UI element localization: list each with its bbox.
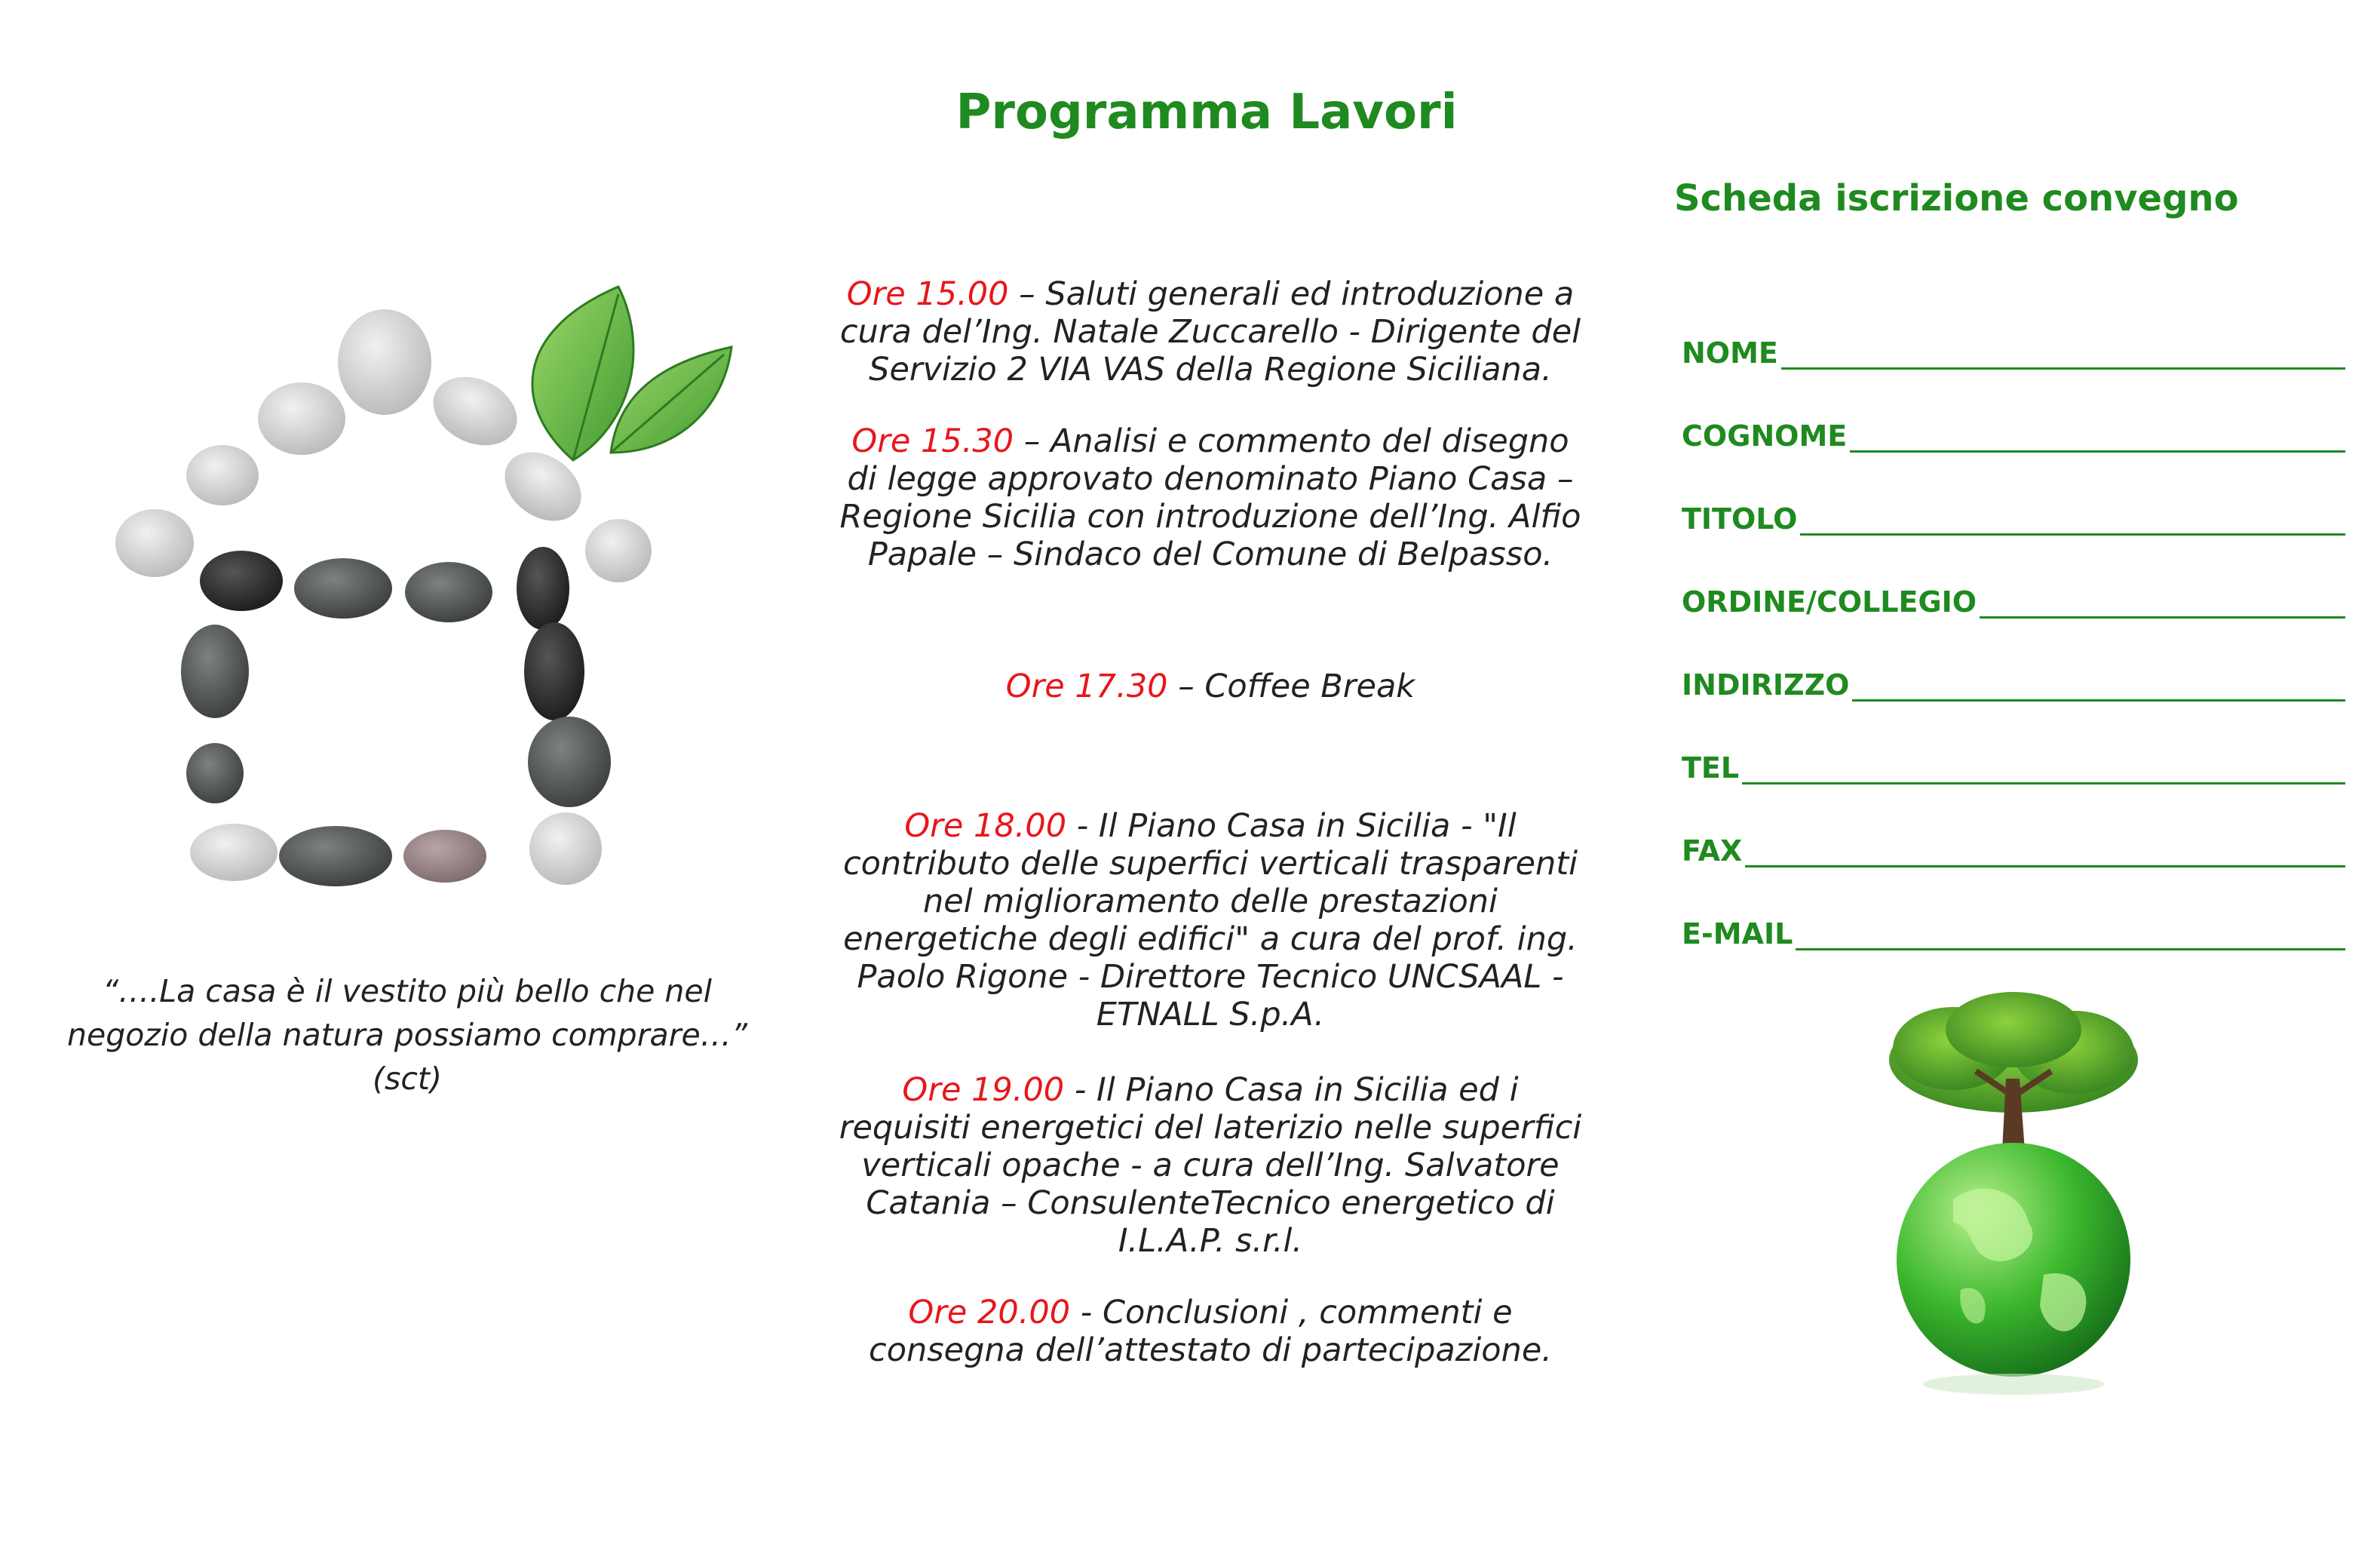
- order-field[interactable]: [1682, 581, 2345, 619]
- stone-house-with-leaves-icon: [90, 226, 769, 905]
- field-label: TITOLO: [1682, 502, 1798, 536]
- entry-text: – Analisi e commento del disegno di legge approvato denominato Piano Casa – Regione Sicilia con introduzione dell’Ing. Alfio Papale – Sindaco del Comune di Belpasso.: [839, 422, 1581, 573]
- entry-time: Ore 15.00: [846, 275, 1009, 313]
- email-field[interactable]: [1682, 913, 2345, 950]
- field-line[interactable]: [1796, 920, 2345, 950]
- entry-text: - Il Piano Casa in Sicilia - "Il contributo delle superfici verticali trasparenti nel miglioramento delle prestazioni energetiche degli edifici" a cura del prof. ing. Paolo Rigone - Direttore Tecnico UNCSAAL - ETNALL S.p.A.: [842, 807, 1578, 1033]
- entry-time: Ore 18.00: [904, 807, 1067, 845]
- field-line[interactable]: [1745, 837, 2345, 867]
- field-label: ORDINE/COLLEGIO: [1682, 585, 1977, 619]
- page-title: Programma Lavori: [955, 84, 1458, 140]
- entry-text: – Coffee Break: [1167, 668, 1415, 705]
- field-line[interactable]: [1980, 588, 2345, 619]
- field-line[interactable]: [1742, 754, 2345, 785]
- field-line[interactable]: [1852, 671, 2345, 702]
- program-entry: [837, 422, 1584, 573]
- registration-title: Scheda iscrizione convegno: [1674, 177, 2239, 220]
- program-entry: [837, 1071, 1584, 1260]
- entry-time: Ore 15.30: [851, 422, 1014, 460]
- entry-time: Ore 19.00: [902, 1071, 1065, 1109]
- field-line[interactable]: [1850, 422, 2345, 453]
- field-label: TEL: [1682, 751, 1740, 785]
- quote: [45, 969, 769, 1101]
- program-entry: [837, 668, 1584, 705]
- entry-text: - Conclusioni , commenti e consegna dell’attestato di partecipazione.: [869, 1294, 1552, 1369]
- field-line[interactable]: [1781, 339, 2345, 370]
- phone-field[interactable]: [1682, 747, 2345, 785]
- field-label: COGNOME: [1682, 419, 1848, 453]
- fax-field[interactable]: [1682, 830, 2345, 867]
- entry-time: Ore 17.30: [1005, 668, 1168, 705]
- entry-text: – Saluti generali ed introduzione a cura del’Ing. Natale Zuccarello - Dirigente del Servizio 2 VIA VAS della Regione Siciliana.: [839, 275, 1581, 388]
- field-label: INDIRIZZO: [1682, 668, 1850, 702]
- field-label: FAX: [1682, 834, 1743, 867]
- quote-text: “….La casa è il vestito più bello che nel negozio della natura possiamo comprare…”: [66, 973, 748, 1053]
- field-label: NOME: [1682, 336, 1778, 370]
- address-field[interactable]: [1682, 664, 2345, 702]
- tree-on-green-globe-icon: [1870, 988, 2157, 1411]
- program-entry: [837, 807, 1584, 1033]
- name-field[interactable]: [1682, 332, 2345, 370]
- field-line[interactable]: [1800, 505, 2345, 536]
- title-field[interactable]: [1682, 498, 2345, 536]
- entry-time: Ore 20.00: [908, 1294, 1071, 1331]
- program-entry: [837, 275, 1584, 388]
- quote-author: (sct): [373, 1061, 442, 1097]
- program-entry: [837, 1294, 1584, 1369]
- field-label: E-MAIL: [1682, 917, 1793, 950]
- entry-text: - Il Piano Casa in Sicilia ed i requisiti energetici del laterizio nelle superfici verticali opache - a cura dell’Ing. Salvatore Catania – ConsulenteTecnico energetico di I.L.A.P. s.r.l.: [839, 1071, 1582, 1260]
- surname-field[interactable]: [1682, 415, 2345, 453]
